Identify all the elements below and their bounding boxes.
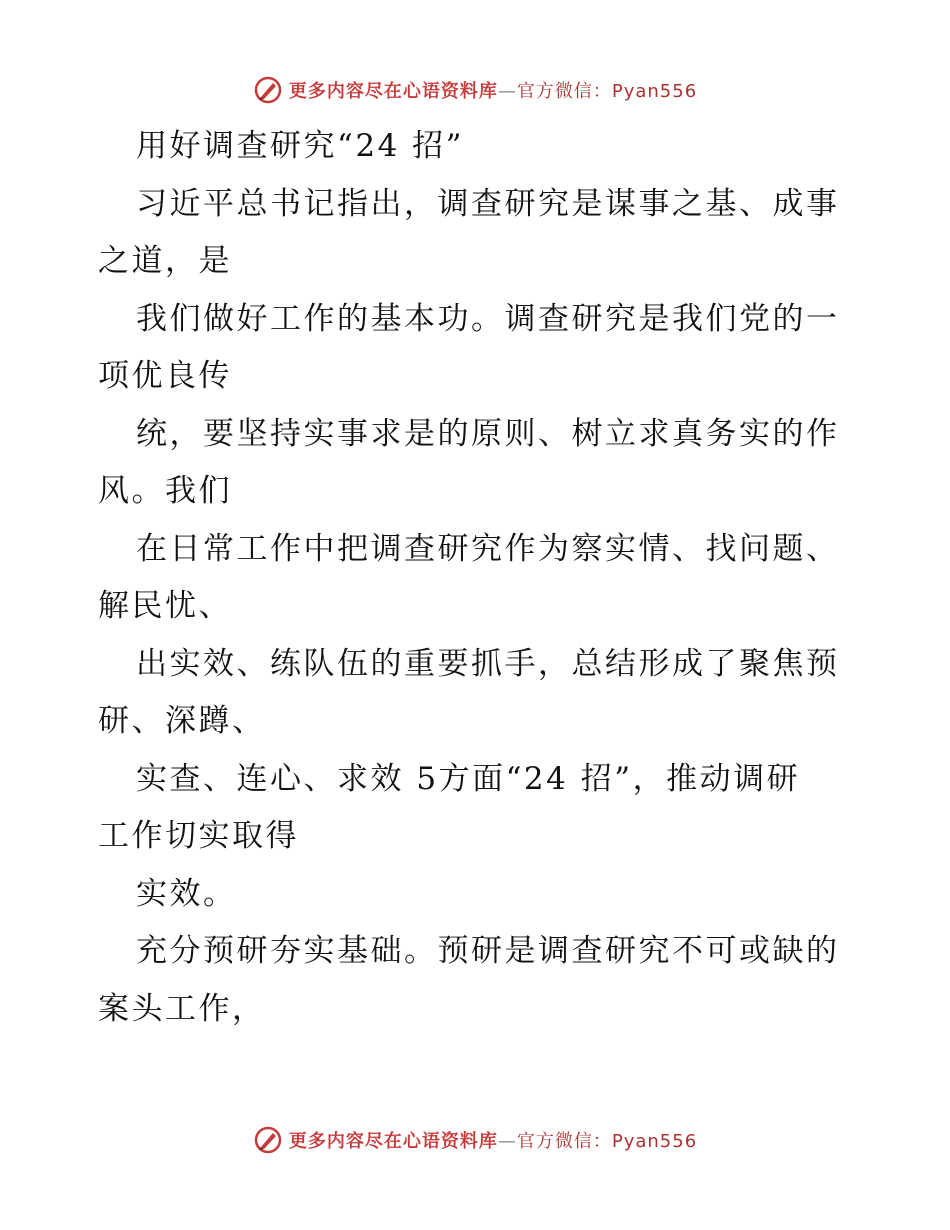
footer-watermark-text xyxy=(289,1127,697,1153)
footer-separator: — xyxy=(497,1131,517,1152)
doc-line: 我们做好工作的基本功。调查研究是我们党的一 xyxy=(136,300,840,337)
doc-line: 项优良传 xyxy=(98,358,232,394)
header-brand-text: 更多内容尽在心语资料库 xyxy=(288,81,498,102)
header-watermark xyxy=(0,70,950,110)
doc-line: 风。我们 xyxy=(98,473,232,509)
doc-line: 用好调查研究“24 招” xyxy=(136,128,464,164)
header-wechat-text: 官方微信：Pyan556 xyxy=(516,81,698,102)
doc-line: 工作切实取得 xyxy=(98,818,299,854)
doc-line: 充分预研夯实基础。预研是调查研究不可或缺的 xyxy=(136,933,840,969)
document-body xyxy=(98,118,858,1038)
doc-line: 在日常工作中把调查研究作为察实情、找问题、 xyxy=(136,530,840,567)
pen-logo-icon xyxy=(253,75,283,105)
doc-line: 出实效、练队伍的重要抓手，总结形成了聚焦预 xyxy=(136,645,840,682)
doc-line: 之道，是 xyxy=(98,243,232,279)
doc-line: 习近平总书记指出，调查研究是谋事之基、成事 xyxy=(136,185,840,222)
doc-line: 统，要坚持实事求是的原则、树立求真务实的作 xyxy=(136,415,840,452)
doc-line: 案头工作， xyxy=(98,990,266,1027)
doc-line: 研、深蹲、 xyxy=(98,703,266,739)
footer-brand-text: 更多内容尽在心语资料库 xyxy=(288,1131,498,1152)
pen-logo-icon xyxy=(253,1125,283,1155)
footer-watermark xyxy=(0,1120,950,1160)
header-watermark-text xyxy=(289,77,697,103)
doc-line: 实效。 xyxy=(136,875,237,912)
doc-line: 解民忧、 xyxy=(98,588,232,624)
header-separator: — xyxy=(497,81,517,102)
doc-line: 实查、连心、求效 5方面“24 招”，推动调研 xyxy=(136,760,801,797)
footer-wechat-text: 官方微信：Pyan556 xyxy=(516,1131,698,1152)
